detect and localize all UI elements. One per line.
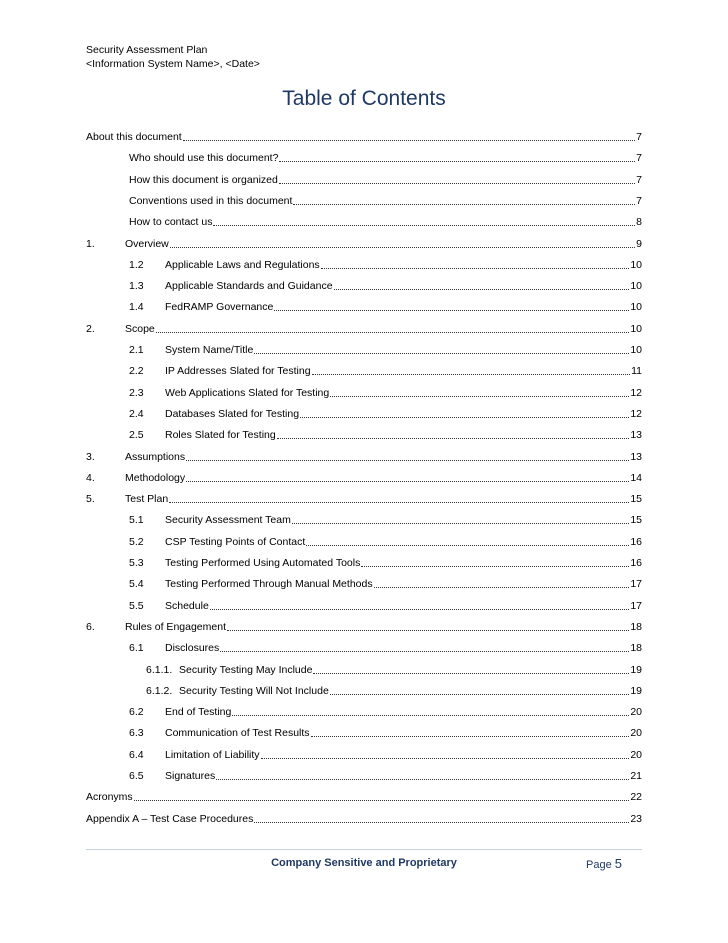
toc-dot-leader (306, 535, 629, 546)
toc-dot-leader (156, 322, 630, 333)
toc-dot-leader (170, 237, 635, 248)
toc-entry-number: 5. (86, 493, 95, 506)
toc-entry-label: End of Testing (165, 706, 232, 719)
toc-entry-page: 20 (630, 727, 642, 740)
toc-dot-leader (292, 513, 629, 524)
toc-entry-label: Methodology (125, 471, 186, 484)
toc-entry[interactable] (86, 684, 642, 698)
toc-entry-label: Assumptions (125, 450, 186, 463)
toc-entry-page: 9 (636, 237, 642, 250)
toc-entry[interactable] (86, 386, 642, 400)
toc-entry-page: 13 (630, 450, 642, 463)
toc-entry[interactable] (86, 769, 642, 783)
toc-dot-leader (232, 705, 629, 716)
toc-entry[interactable] (86, 705, 642, 719)
header-doc-title: Security Assessment Plan (86, 44, 208, 56)
toc-entry[interactable] (86, 215, 642, 229)
toc-entry-label: Security Testing May Include (179, 663, 313, 676)
toc-entry-label: Acronyms (86, 791, 133, 804)
footer-classification: Company Sensitive and Proprietary (271, 857, 457, 869)
toc-entry[interactable] (86, 428, 642, 442)
toc-entry-label: How this document is organized (129, 173, 278, 186)
toc-entry-number: 6.4 (129, 748, 144, 761)
toc-entry-page: 21 (630, 770, 642, 782)
toc-entry[interactable] (86, 790, 642, 804)
toc-dot-leader (186, 471, 629, 482)
toc-dot-leader (216, 769, 629, 780)
toc-entry-label: Testing Performed Through Manual Methods (165, 578, 373, 591)
toc-dot-leader (186, 450, 629, 461)
toc-entry-number: 6. (86, 620, 95, 633)
toc-dot-leader (220, 641, 629, 652)
toc-entry-label: Roles Slated for Testing (165, 429, 276, 442)
toc-entry-label: Rules of Engagement (125, 620, 226, 633)
toc-dot-leader (312, 364, 631, 375)
toc-dot-leader (330, 386, 629, 397)
toc-entry[interactable] (86, 577, 642, 591)
toc-entry-number: 5.4 (129, 578, 144, 591)
toc-dot-leader (293, 194, 635, 205)
toc-entry-page: 20 (630, 748, 642, 761)
toc-entry-page: 23 (630, 812, 642, 825)
toc-entry[interactable] (86, 258, 642, 272)
toc-entry-number: 6.1.1. (146, 663, 173, 676)
toc-entry-page: 7 (636, 152, 642, 165)
toc-entry-page: 10 (630, 344, 642, 356)
toc-dot-leader (183, 130, 635, 141)
toc-entry-label: Disclosures (165, 642, 220, 655)
toc-entry-label: Scope (125, 322, 155, 335)
toc-entry-label: Overview (125, 237, 169, 250)
toc-entry[interactable] (86, 130, 642, 144)
toc-entry-label: Communication of Test Results (165, 727, 310, 740)
toc-entry-page: 18 (630, 620, 642, 633)
toc-entry-label: Databases Slated for Testing (165, 407, 300, 420)
toc-dot-leader (361, 556, 629, 567)
header-system-date: <Information System Name>, <Date> (86, 58, 260, 70)
toc-entry-number: 2.4 (129, 407, 144, 420)
toc-entry-page: 10 (630, 301, 642, 314)
toc-entry-label: Applicable Standards and Guidance (165, 280, 333, 293)
toc-entry-number: 1.2 (129, 258, 144, 271)
toc-entry-page: 8 (636, 216, 642, 229)
toc-entry-page: 16 (630, 535, 642, 548)
toc-entry-page: 17 (630, 578, 642, 591)
toc-entry-label: Who should use this document? (129, 152, 279, 165)
toc-dot-leader (274, 300, 629, 311)
toc-dot-leader (311, 726, 630, 737)
toc-entry-page: 12 (630, 407, 642, 420)
toc-entry[interactable] (86, 663, 642, 677)
toc-entry-page: 7 (636, 173, 642, 186)
toc-dot-leader (254, 812, 629, 823)
toc-entry-page: 14 (630, 471, 642, 484)
toc-entry-number: 2.3 (129, 386, 144, 399)
toc-entry-page: 10 (630, 322, 642, 335)
toc-entry[interactable] (86, 343, 642, 357)
footer-page-number (586, 856, 622, 871)
toc-entry[interactable] (86, 599, 642, 613)
toc-dot-leader (254, 343, 629, 354)
toc-entry[interactable] (86, 471, 642, 485)
toc-dot-leader (134, 790, 630, 801)
toc-entry-number: 5.5 (129, 599, 144, 612)
toc-entry-page: 10 (630, 258, 642, 271)
toc-entry-number: 1. (86, 237, 95, 250)
toc-entry[interactable] (86, 620, 642, 634)
toc-entry-label: How to contact us (129, 216, 213, 229)
toc-entry-label: Signatures (165, 770, 216, 782)
toc-entry-label: IP Addresses Slated for Testing (165, 365, 311, 378)
toc-entry-number: 5.1 (129, 514, 144, 527)
toc-entry-number: 5.2 (129, 535, 144, 548)
toc-entry[interactable] (86, 322, 642, 336)
toc-entry[interactable] (86, 194, 642, 208)
toc-dot-leader (279, 151, 635, 162)
toc-entry[interactable] (86, 535, 642, 549)
toc-dot-leader (321, 258, 630, 269)
page-label: Page (586, 859, 612, 871)
toc-entry-number: 4. (86, 471, 95, 484)
toc-entry[interactable] (86, 726, 642, 740)
toc-entry-page: 20 (630, 706, 642, 719)
toc-dot-leader (300, 407, 629, 418)
toc-entry-page: 15 (630, 514, 642, 527)
toc-entry-number: 2.2 (129, 365, 144, 378)
toc-entry-page: 19 (630, 663, 642, 676)
toc-entry[interactable] (86, 364, 642, 378)
toc-entry-number: 5.3 (129, 557, 144, 569)
toc-entry-page: 13 (630, 429, 642, 442)
toc-entry-page: 18 (630, 642, 642, 655)
toc-entry[interactable] (86, 407, 642, 421)
toc-entry[interactable] (86, 513, 642, 527)
toc-entry-page: 17 (630, 599, 642, 612)
toc-dot-leader (279, 173, 635, 184)
toc-entry-page: 7 (636, 194, 642, 207)
toc-entry-label: Conventions used in this document (129, 194, 293, 207)
toc-entry-label: Test Plan (125, 493, 169, 506)
toc-entry-label: Limitation of Liability (165, 748, 260, 761)
toc-entry-label: Security Assessment Team (165, 514, 291, 527)
toc-dot-leader (210, 599, 630, 610)
toc-dot-leader (313, 663, 629, 674)
toc-entry[interactable] (86, 300, 642, 314)
toc-entry[interactable] (86, 641, 642, 655)
toc-entry-number: 3. (86, 450, 95, 463)
toc-entry-number: 6.2 (129, 706, 144, 719)
page-title: Table of Contents (282, 87, 446, 110)
toc-dot-leader (213, 215, 635, 226)
toc-entry[interactable] (86, 173, 642, 187)
toc-entry-page: 15 (630, 493, 642, 506)
toc-entry-label: Web Applications Slated for Testing (165, 386, 330, 399)
toc-entry-page: 11 (631, 365, 642, 378)
toc-entry-page: 16 (630, 557, 642, 569)
toc-entry[interactable] (86, 151, 642, 165)
toc-entry[interactable] (86, 450, 642, 464)
toc-entry-page: 22 (630, 791, 642, 804)
toc-entry-page: 7 (636, 131, 642, 143)
toc-entry[interactable] (86, 748, 642, 762)
toc-entry-label: FedRAMP Governance (165, 301, 274, 314)
toc-entry-number: 2. (86, 322, 95, 335)
toc-dot-leader (334, 279, 630, 290)
toc-entry-label: System Name/Title (165, 344, 254, 356)
toc-entry-page: 12 (630, 386, 642, 399)
toc-entry-label: Security Testing Will Not Include (179, 684, 329, 697)
toc-entry[interactable] (86, 556, 642, 570)
toc-entry-number: 6.1 (129, 642, 144, 655)
toc-entry[interactable] (86, 812, 642, 826)
toc-entry[interactable] (86, 492, 642, 506)
toc-entry[interactable] (86, 237, 642, 251)
toc-entry-number: 6.1.2. (146, 684, 173, 697)
toc-entry-number: 6.3 (129, 727, 144, 740)
toc-dot-leader (169, 492, 629, 503)
toc-entry-page: 10 (630, 280, 642, 293)
toc-dot-leader (261, 748, 630, 759)
toc-entry-number: 2.5 (129, 429, 144, 442)
page-number: 5 (614, 856, 622, 871)
toc-entry-page: 19 (630, 684, 642, 697)
toc-dot-leader (374, 577, 630, 588)
toc-entry-label: Appendix A – Test Case Procedures (86, 812, 254, 825)
toc-entry-label: About this document (86, 131, 182, 143)
toc-entry[interactable] (86, 279, 642, 293)
toc-entry-label: CSP Testing Points of Contact (165, 535, 306, 548)
toc-entry-number: 6.5 (129, 770, 144, 782)
toc-entry-number: 1.3 (129, 280, 144, 293)
toc-entry-label: Applicable Laws and Regulations (165, 258, 320, 271)
toc-entry-number: 2.1 (129, 344, 144, 356)
toc-dot-leader (330, 684, 630, 695)
toc-entry-label: Schedule (165, 599, 209, 612)
footer-divider (86, 849, 642, 850)
toc-dot-leader (277, 428, 630, 439)
running-header (86, 43, 260, 71)
toc-entry-number: 1.4 (129, 301, 144, 314)
toc-entry-label: Testing Performed Using Automated Tools (165, 557, 361, 569)
toc-dot-leader (227, 620, 629, 631)
